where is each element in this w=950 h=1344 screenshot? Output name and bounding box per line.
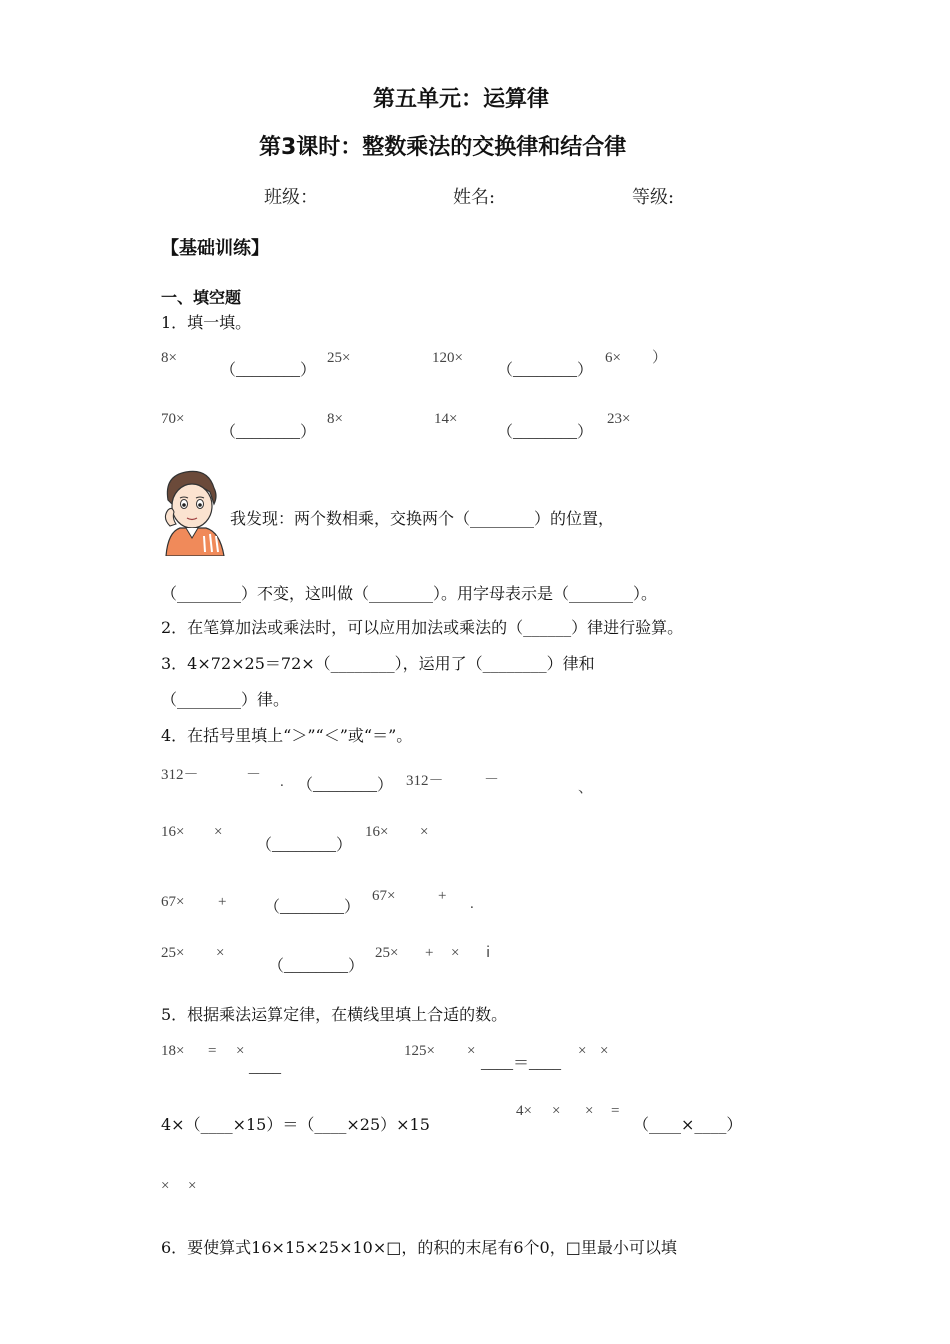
q3-line2: （________）律。 bbox=[161, 690, 290, 709]
q4-expr: × bbox=[420, 824, 429, 840]
q1-expr: 25× bbox=[327, 350, 351, 366]
q1-expr: 70× bbox=[161, 411, 185, 427]
q4-compare-blank[interactable]: （________） bbox=[297, 777, 394, 794]
q4-compare-blank[interactable]: （________） bbox=[264, 899, 361, 916]
q1-discover-line2: （________）不变，这叫做（________）。用字母表示是（________）。 bbox=[161, 584, 658, 603]
q4-expr: － bbox=[484, 772, 500, 788]
q4-expr: 25× bbox=[375, 945, 399, 961]
q6-text: 6．要使算式16×15×25×10×□，的积的末尾有6个0，□里最小可以填 bbox=[161, 1238, 677, 1257]
q5-fill-blank[interactable]: ____ bbox=[249, 1059, 281, 1076]
q1-answer-blank[interactable]: （________） bbox=[497, 424, 594, 441]
class-label: 班级： bbox=[264, 187, 318, 208]
q1-expr: 23× bbox=[607, 411, 631, 427]
q5-expr: × bbox=[467, 1043, 476, 1059]
q5-expr: × bbox=[600, 1043, 609, 1059]
q4-expr: × bbox=[451, 945, 460, 961]
thinking-boy-illustration bbox=[160, 466, 232, 556]
q1-expr: 8× bbox=[161, 350, 177, 366]
q4-expr: 67× bbox=[161, 894, 185, 910]
name-label: 姓名: bbox=[453, 187, 496, 208]
q5-expr: = bbox=[208, 1043, 217, 1059]
q5-fill-blank[interactable]: （____×____） bbox=[633, 1115, 743, 1134]
q1-expr: 120× bbox=[432, 350, 463, 366]
q5-row2-left: 4×（____×15）＝（____×25）×15 bbox=[161, 1115, 430, 1134]
q1-expr: 8× bbox=[327, 411, 343, 427]
q1-expr: 6× bbox=[605, 350, 621, 366]
q5-expr: × bbox=[188, 1178, 197, 1194]
q5-expr: 18× bbox=[161, 1043, 185, 1059]
q5-expr: 125× bbox=[404, 1043, 435, 1059]
q3-line1: 3．4×72×25＝72×（________），运用了（________）律和 bbox=[161, 654, 595, 673]
q5-expr: = bbox=[611, 1103, 620, 1119]
q5-prompt: 5．根据乘法运算定律，在横线里填上合适的数。 bbox=[161, 1005, 508, 1024]
q1-discover-line1: 我发现：两个数相乘，交换两个（________）的位置， bbox=[230, 509, 615, 528]
q5-expr: 4× bbox=[516, 1103, 532, 1119]
q5-expr: × bbox=[578, 1043, 587, 1059]
q4-expr: + bbox=[425, 945, 434, 961]
q1-answer-blank[interactable]: （________） bbox=[220, 424, 317, 441]
q5-fill-blank[interactable]: ____＝____ bbox=[481, 1055, 562, 1072]
q4-expr-fragment: . bbox=[470, 896, 474, 912]
q4-expr: × bbox=[216, 945, 225, 961]
q1-expr-fragment: ） bbox=[652, 350, 668, 366]
q5-expr: × bbox=[236, 1043, 245, 1059]
part-title: 一、填空题 bbox=[161, 288, 242, 307]
q4-expr: 25× bbox=[161, 945, 185, 961]
q5-expr: × bbox=[585, 1103, 594, 1119]
q4-expr: 67× bbox=[372, 888, 396, 904]
q4-expr: 312－ bbox=[161, 767, 199, 783]
grade-label: 等级: bbox=[632, 187, 675, 208]
q5-expr: × bbox=[161, 1178, 170, 1194]
q4-expr: 16× bbox=[365, 824, 389, 840]
q4-expr: 312－ bbox=[406, 773, 444, 789]
unit-title: 第五单元：运算律 bbox=[373, 87, 550, 112]
q4-expr-fragment: 、 bbox=[578, 780, 594, 796]
q4-expr-fragment: . bbox=[280, 774, 284, 790]
q2-text: 2．在笔算加法或乘法时，可以应用加法或乘法的（______）律进行验算。 bbox=[161, 618, 684, 637]
section-title: 【基础训练】 bbox=[161, 238, 269, 259]
q4-expr: 16× bbox=[161, 824, 185, 840]
q5-expr: × bbox=[552, 1103, 561, 1119]
q1-answer-blank[interactable]: （________） bbox=[220, 362, 317, 379]
q4-expr: × bbox=[214, 824, 223, 840]
lesson-title: 第3课时：整数乘法的交换律和结合律 bbox=[259, 135, 627, 160]
q1-answer-blank[interactable]: （________） bbox=[497, 362, 594, 379]
q4-expr: － bbox=[246, 767, 262, 783]
q1-prompt: 1．填一填。 bbox=[161, 313, 252, 332]
q4-expr: + bbox=[218, 894, 227, 910]
q4-prompt: 4．在括号里填上“＞”“＜”或“＝”。 bbox=[161, 726, 413, 745]
q4-expr-fragment: ⅰ bbox=[486, 945, 491, 961]
q4-expr: + bbox=[438, 888, 447, 904]
q4-compare-blank[interactable]: （________） bbox=[256, 837, 353, 854]
q4-compare-blank[interactable]: （________） bbox=[268, 958, 365, 975]
q1-expr: 14× bbox=[434, 411, 458, 427]
